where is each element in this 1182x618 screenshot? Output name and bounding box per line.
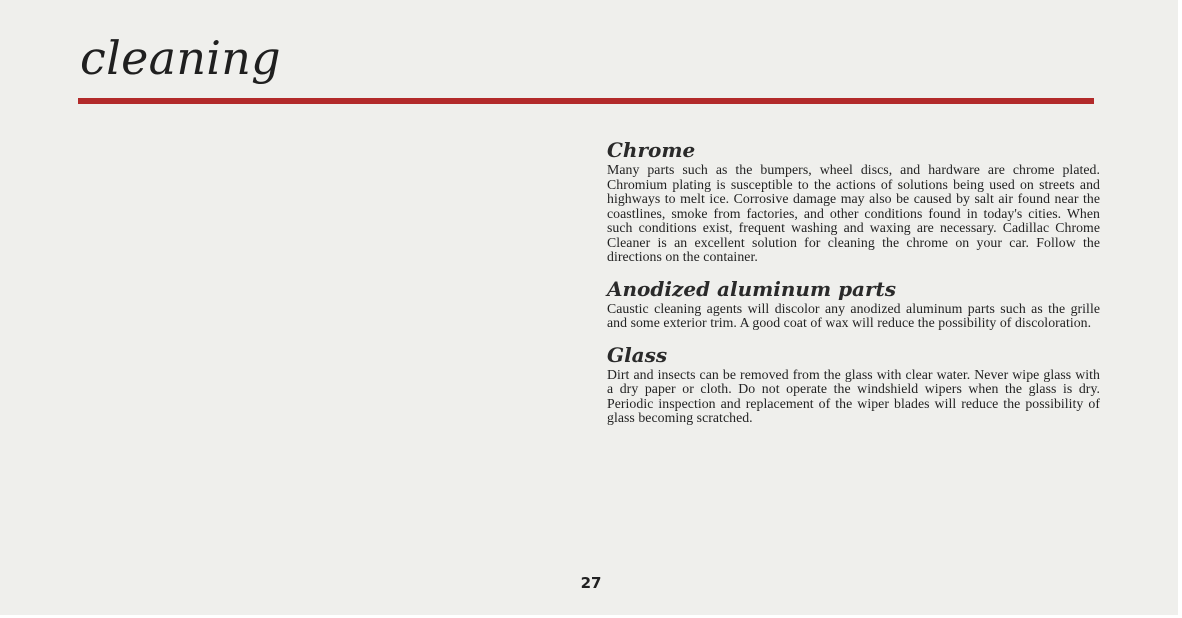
section-heading-chrome: Chrome [607,138,696,162]
section-body-glass: Dirt and insects can be removed from the glass with clear water. Never wipe glass with a dry paper or cloth. Do not operate the windshield wipers when the glass is dry. Periodic inspection and replacement of the wiper blades will reduce the possibility of glass becoming scratched. [607,366,1100,425]
scan-edge-right [1178,0,1182,618]
section-body-chrome: Many parts such as the bumpers, wheel discs, and hardware are chrome plated. Chromium plating is susceptible to the actions of solutions being used on streets and highways to melt ice. Corrosive damage may also be caused by salt air found near the coastlines, smoke from factories, and other conditions found in today's cities. When such conditions exist, frequent washing and waxing are necessary. Cadillac Chrome Cleaner is an excellent solution for cleaning the chrome on your car. Follow the directions on the container. [607,162,1100,264]
title-divider [78,98,1094,104]
section-heading-glass: Glass [607,342,668,367]
section-heading-anodized-aluminum: Anodized aluminum parts [607,276,897,301]
content-column [607,138,1100,438]
section-body-anodized-aluminum: Caustic cleaning agents will discolor any anodized aluminum parts such as the grille and some exterior trim. A good coat of wax will reduce the possibility of discoloration. [607,300,1100,330]
section-glass [607,343,1100,426]
section-chrome [607,138,1100,265]
page-number: 27 [580,574,602,592]
page-title: cleaning [80,31,281,85]
section-anodized-aluminum [607,277,1100,331]
